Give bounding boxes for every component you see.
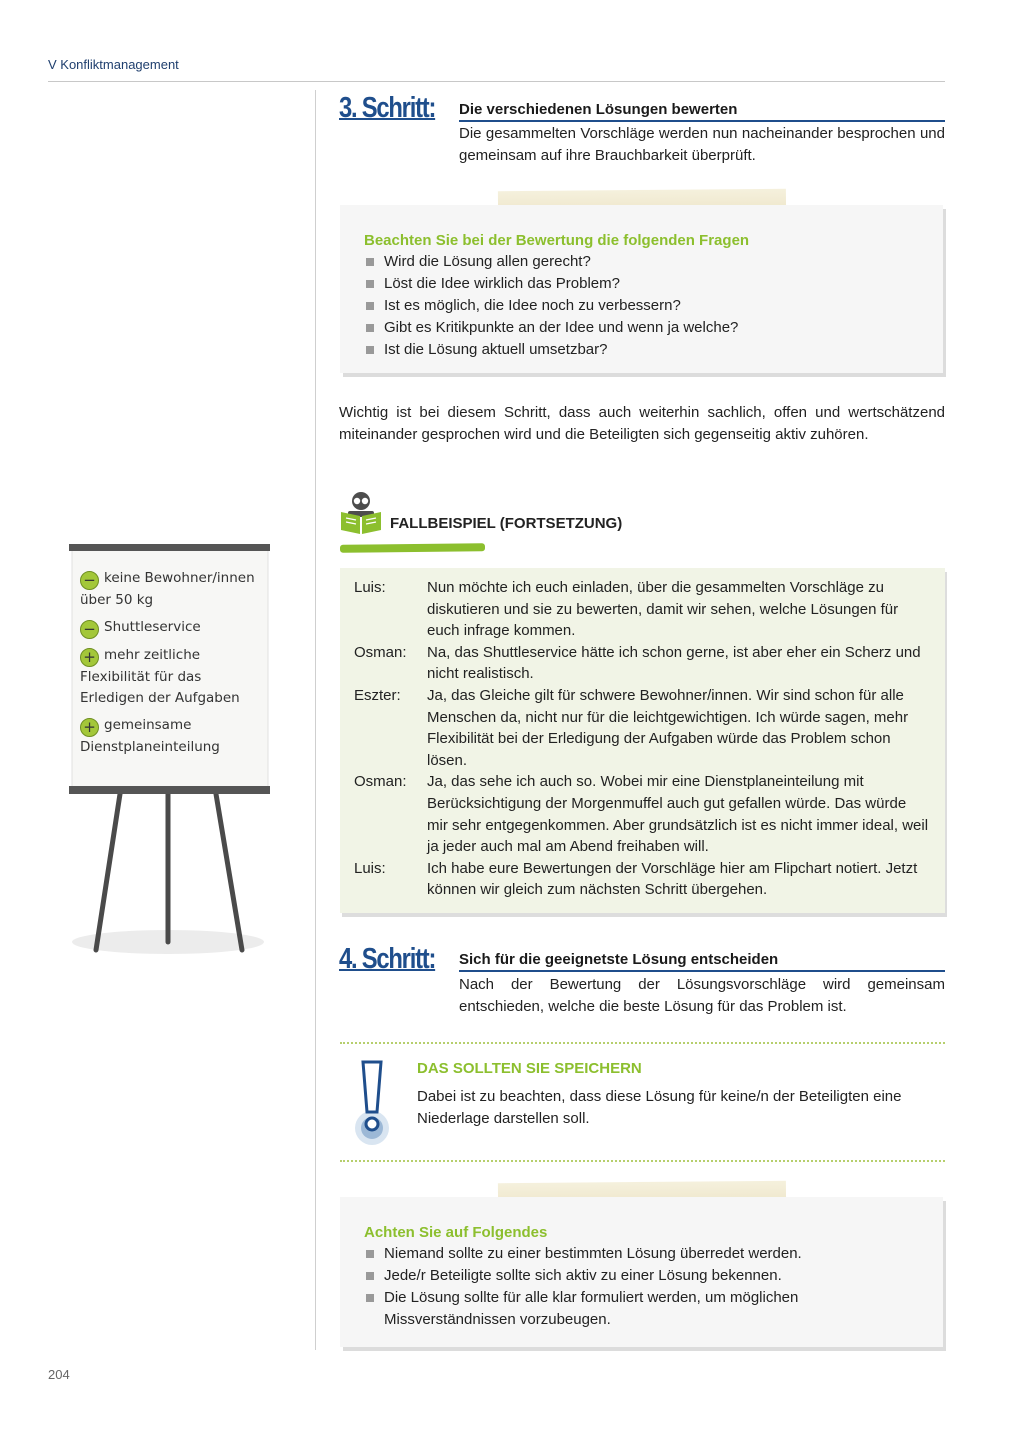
utterance: Nun möchte ich euch einladen, über die gesammelten Vorschläge zu diskutieren und sie zu bewerten, damit wir sehen, welche Lösungen für euch infrage kommen. <box>427 579 899 640</box>
speaker: Luis: <box>354 859 386 877</box>
list-item: Ist die Lösung aktuell umsetzbar? <box>364 339 919 361</box>
list-item: Ist es möglich, die Idee noch zu verbessern? <box>364 295 919 317</box>
list-item: Wird die Lösung allen gerecht? <box>364 251 919 273</box>
step4-text: Nach der Bewertung der Lösungsvorschläge wird gemeinsam entschieden, welche die beste Lösung für das Problem ist. <box>459 976 945 1015</box>
dialog-row <box>354 577 931 642</box>
advice-list <box>364 1243 919 1331</box>
flipchart-item <box>80 715 266 758</box>
card-title: Beachten Sie bei der Bewertung die folgenden Fragen <box>364 232 750 249</box>
flipchart-item <box>80 568 266 611</box>
list-item: Löst die Idee wirklich das Problem? <box>364 273 919 295</box>
dialog-row <box>354 771 931 857</box>
utterance: Ja, das Gleiche gilt für schwere Bewohner/innen. Wir sind schon für alle Menschen da, nicht nur für die leichtgewichtigen. Ich würde sagen, mehr Flexibilität bei der Erledigung der Aufgaben würde das Problem schon lösen. <box>427 686 909 769</box>
evaluation-questions-card <box>340 205 943 373</box>
speaker: Osman: <box>354 643 407 661</box>
speaker: Eszter: <box>354 686 401 704</box>
flipchart-item-text: Shuttleservice <box>104 619 201 635</box>
step3-label: 3. Schritt: <box>339 92 436 124</box>
page-number: 204 <box>48 1367 70 1382</box>
plus-icon: + <box>80 648 99 667</box>
reading-person-icon <box>338 490 384 538</box>
question-list <box>364 251 919 361</box>
flipchart-item <box>80 645 266 709</box>
step3-heading: Die verschiedenen Lösungen bewerten <box>459 101 945 122</box>
attention-card <box>340 1197 943 1347</box>
memo-title: DAS SOLLTEN SIE SPEICHERN <box>417 1060 642 1077</box>
step4-label: 4. Schritt: <box>339 943 436 975</box>
speaker: Osman: <box>354 773 407 791</box>
flipchart-item <box>80 617 266 639</box>
case-example-title: FALLBEISPIEL (FORTSETZUNG) <box>390 515 623 532</box>
column-divider <box>315 90 316 1350</box>
list-item: Die Lösung sollte für alle klar formuliert werden, um möglichen Missverständnissen vorzubeugen. <box>364 1287 919 1331</box>
utterance: Na, das Shuttleservice hätte ich schon gerne, ist aber eher ein Scherz und nicht realistisch. <box>427 643 921 683</box>
speaker: Luis: <box>354 579 386 596</box>
minus-icon: − <box>80 620 99 639</box>
exclamation-icon <box>348 1058 396 1148</box>
dialog-row <box>354 685 931 771</box>
utterance: Ja, das sehe ich auch so. Wobei mir eine Dienstplaneinteilung mit Berücksichtigung der Morgenmuffel auch gut gefallen würde. Das würde mir sehr entgegenkommen. Aber grundsätzlich ist es nicht immer ideal, weil ja jeder auch mal am Abend freihaben will. <box>427 773 929 856</box>
flipchart-item-text: keine Bewohner/innen über 50 kg <box>80 570 255 608</box>
list-item: Jede/r Beteiligte sollte sich aktiv zu einer Lösung bekennen. <box>364 1265 919 1287</box>
plus-icon: + <box>80 718 99 737</box>
running-header: V Konfliktmanagement <box>48 57 179 72</box>
utterance: Ich habe eure Bewertungen der Vorschläge hier am Flipchart notiert. Jetzt können wir gleich zum nächsten Schritt übergehen. <box>427 859 918 899</box>
dialog-row <box>354 858 931 901</box>
flipchart-item-text: gemeinsame Dienstplaneinteilung <box>80 717 220 755</box>
card-title: Achten Sie auf Folgendes <box>364 1224 548 1241</box>
memo-text: Dabei ist zu beachten, dass diese Lösung für keine/n der Beteiligten eine Niederlage darstellen soll. <box>417 1088 902 1127</box>
dotted-divider <box>340 1042 945 1044</box>
step4-heading: Sich für die geeignetste Lösung entscheiden <box>459 951 945 972</box>
dotted-divider <box>340 1160 945 1162</box>
body-paragraph: Wichtig ist bei diesem Schritt, dass auch weiterhin sachlich, offen und wertschätzend miteinander gesprochen wird und die Beteiligten sich gegenseitig aktiv zuhören. <box>339 404 945 443</box>
green-brush-stroke <box>340 543 485 553</box>
header-rule <box>48 81 945 82</box>
list-item: Gibt es Kritikpunkte an der Idee und wenn ja welche? <box>364 317 919 339</box>
minus-icon: − <box>80 571 99 590</box>
flipchart-notes <box>80 568 266 764</box>
dialog-box <box>340 568 945 913</box>
flipchart-item-text: mehr zeitliche Flexibilität für das Erledigen der Aufgaben <box>80 647 240 706</box>
dialog-row <box>354 642 931 685</box>
list-item: Niemand sollte zu einer bestimmten Lösung überredet werden. <box>364 1243 919 1265</box>
step3-text: Die gesammelten Vorschläge werden nun nacheinander besprochen und gemeinsam auf ihre Brauchbarkeit überprüft. <box>459 125 945 164</box>
